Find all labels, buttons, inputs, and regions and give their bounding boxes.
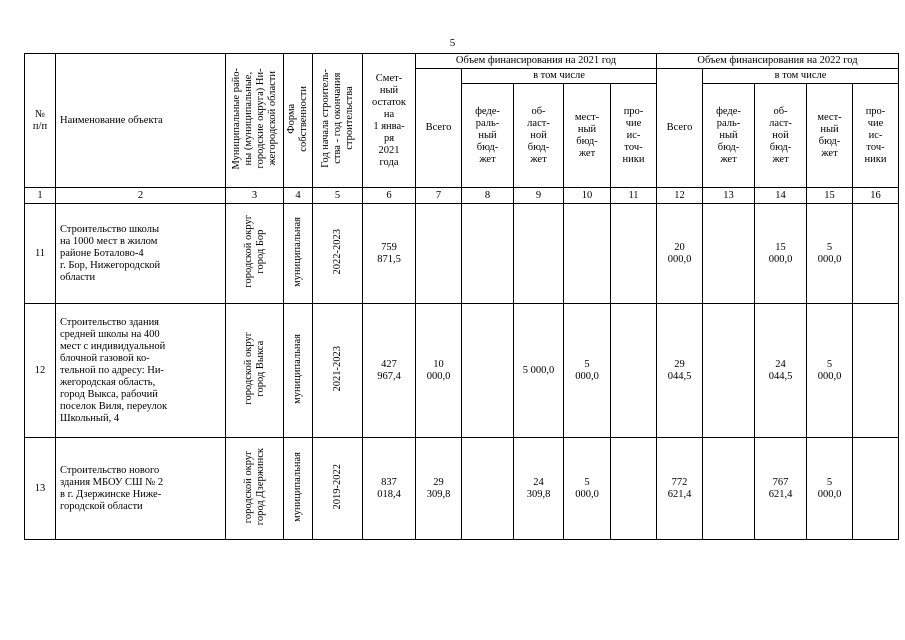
regional-2021: 24 309,8 (514, 438, 564, 540)
table-row (25, 438, 899, 540)
other-2022 (853, 304, 899, 438)
header-object-name: Наименование объекта (56, 54, 226, 188)
total-2022: 772 621,4 (657, 438, 703, 540)
local-2022: 5 000,0 (807, 204, 853, 304)
district: городской округ город Выкса (226, 304, 284, 438)
column-number: 4 (284, 188, 313, 204)
years: 2022-2023 (313, 204, 363, 304)
header-incl-2021: в том числе (462, 69, 657, 84)
header-ownership: Форма собственности (284, 54, 313, 188)
total-2022: 29 044,5 (657, 304, 703, 438)
table-row (25, 304, 899, 438)
local-2022: 5 000,0 (807, 304, 853, 438)
other-2022 (853, 438, 899, 540)
years: 2021-2023 (313, 304, 363, 438)
regional-2021 (514, 204, 564, 304)
column-number: 10 (564, 188, 611, 204)
column-number: 6 (363, 188, 416, 204)
header-regional-2021: об- ласт- ной бюд- жет (514, 84, 564, 188)
local-2021: 5 000,0 (564, 304, 611, 438)
header-local-2022: мест- ный бюд- жет (807, 84, 853, 188)
district: городской округ город Дзержинск (226, 438, 284, 540)
column-number-row (25, 188, 899, 204)
ownership: муниципальная (284, 438, 313, 540)
regional-2022: 767 621,4 (755, 438, 807, 540)
balance: 427 967,4 (363, 304, 416, 438)
column-number: 3 (226, 188, 284, 204)
column-number: 15 (807, 188, 853, 204)
header-fin-2021: Объем финансирования на 2021 год (416, 54, 657, 69)
balance: 759 871,5 (363, 204, 416, 304)
other-2021 (611, 204, 657, 304)
row-number: 11 (25, 204, 56, 304)
header-row-number: № п/п (25, 54, 56, 188)
ownership: муниципальная (284, 204, 313, 304)
object-name: Строительство школы на 1000 мест в жилом районе Боталово-4 г. Бор, Нижегородской области (56, 204, 226, 304)
local-2021: 5 000,0 (564, 438, 611, 540)
regional-2022: 24 044,5 (755, 304, 807, 438)
total-2022: 20 000,0 (657, 204, 703, 304)
page-number: 5 (449, 37, 456, 49)
column-number: 16 (853, 188, 899, 204)
federal-2021 (462, 304, 514, 438)
total-2021 (416, 204, 462, 304)
header-federal-2022: феде- раль- ный бюд- жет (703, 84, 755, 188)
column-number: 8 (462, 188, 514, 204)
balance: 837 018,4 (363, 438, 416, 540)
column-number: 5 (313, 188, 363, 204)
header-total-2021: Всего (416, 69, 462, 188)
column-number: 11 (611, 188, 657, 204)
header-balance: Смет- ный остаток на 1 янва- ря 2021 года (363, 54, 416, 188)
header-incl-2022: в том числе (703, 69, 899, 84)
header-other-2022: про- чие ис- точ- ники (853, 84, 899, 188)
other-2021 (611, 304, 657, 438)
financing-table (24, 53, 899, 540)
column-number: 7 (416, 188, 462, 204)
header-fin-2022: Объем финансирования на 2022 год (657, 54, 899, 69)
regional-2021: 5 000,0 (514, 304, 564, 438)
object-name: Строительство нового здания МБОУ СШ № 2 в г. Дзержинске Ниже- городской области (56, 438, 226, 540)
column-number: 12 (657, 188, 703, 204)
other-2022 (853, 204, 899, 304)
column-number: 13 (703, 188, 755, 204)
header-years: Год начала строитель- ства - год окончания строительства (313, 54, 363, 188)
header-total-2022: Всего (657, 69, 703, 188)
local-2021 (564, 204, 611, 304)
header-district: Муниципальные райо- ны (муниципальные, городские округа) Ни- жегородской области (226, 54, 284, 188)
header-federal-2021: феде- раль- ный бюд- жет (462, 84, 514, 188)
district: городской округ город Бор (226, 204, 284, 304)
local-2022: 5 000,0 (807, 438, 853, 540)
table-row (25, 204, 899, 304)
column-number: 14 (755, 188, 807, 204)
column-number: 9 (514, 188, 564, 204)
header-other-2021: про- чие ис- точ- ники (611, 84, 657, 188)
federal-2021 (462, 438, 514, 540)
federal-2022 (703, 438, 755, 540)
years: 2019-2022 (313, 438, 363, 540)
federal-2022 (703, 204, 755, 304)
total-2021: 29 309,8 (416, 438, 462, 540)
other-2021 (611, 438, 657, 540)
regional-2022: 15 000,0 (755, 204, 807, 304)
column-number: 1 (25, 188, 56, 204)
total-2021: 10 000,0 (416, 304, 462, 438)
column-number: 2 (56, 188, 226, 204)
object-name: Строительство здания средней школы на 400 мест с индивидуальной блочной газовой ко- тельной по адресу: Ни- жегородская область, город Выкса, рабочий поселок Виля, переулок Школьный, 4 (56, 304, 226, 438)
header-local-2021: мест- ный бюд- жет (564, 84, 611, 188)
header-regional-2022: об- ласт- ной бюд- жет (755, 84, 807, 188)
ownership: муниципальная (284, 304, 313, 438)
row-number: 12 (25, 304, 56, 438)
federal-2021 (462, 204, 514, 304)
federal-2022 (703, 304, 755, 438)
row-number: 13 (25, 438, 56, 540)
